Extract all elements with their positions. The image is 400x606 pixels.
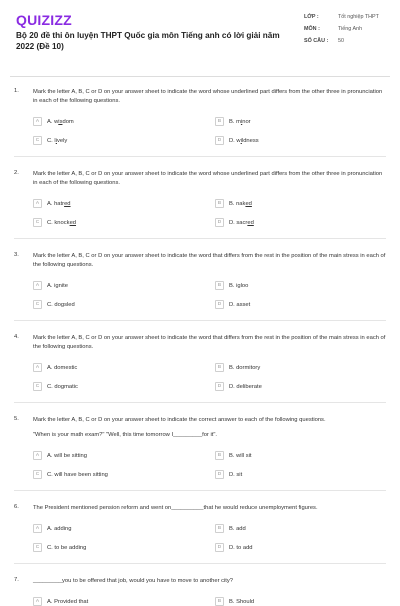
meta-value: Tiếng Anh — [338, 26, 363, 32]
option-label — [229, 283, 248, 289]
question-1 — [0, 88, 400, 157]
underlined-part: i — [240, 137, 242, 144]
option-text-rest: nor — [242, 118, 251, 125]
meta-value: Tốt nghiệp THPT — [338, 14, 379, 20]
answer-option-c[interactable] — [33, 300, 215, 309]
meta-label: SỐ CÂU : — [304, 38, 329, 44]
answer-option-a[interactable] — [33, 199, 215, 208]
answer-option-d[interactable] — [215, 218, 397, 227]
option-label — [229, 119, 251, 125]
header-divider — [10, 76, 390, 77]
option-letter-box: C — [33, 543, 42, 552]
page-title: Bộ 20 đề thi ôn luyện THPT Quốc gia môn Tiếng anh có lời giải năm 2022 (Đề 10) — [16, 31, 280, 51]
question-separator — [14, 156, 386, 157]
option-letter-box: C — [33, 470, 42, 479]
option-text: A. Provided that — [47, 598, 89, 605]
question-separator — [14, 402, 386, 403]
underlined-part: i — [240, 118, 243, 125]
option-label — [47, 472, 108, 478]
answer-options — [33, 199, 386, 227]
question-number: 2. — [14, 170, 19, 176]
answer-options — [33, 117, 386, 145]
option-label — [229, 201, 252, 207]
option-text: D. sacr — [229, 219, 248, 226]
option-label — [229, 138, 259, 144]
underlined-part: ed — [245, 200, 252, 207]
question-number: 3. — [14, 252, 19, 258]
option-letter-box: C — [33, 382, 42, 391]
question-text: Mark the letter A, B, C or D on your answer sheet to indicate the word that differs from the rest in the position of the main stress in each of the following questions. — [33, 335, 386, 350]
option-label — [47, 599, 88, 605]
meta-label: LỚP : — [304, 14, 319, 20]
answer-option-d[interactable] — [215, 382, 397, 391]
option-text: C. l — [47, 137, 56, 144]
option-label — [229, 365, 260, 371]
question-text: Mark the letter A, B, C or D on your answer sheet to indicate the word whose underlined part differs from the other three in pronunciation in each of the following questions. — [33, 171, 383, 186]
answer-options — [33, 524, 386, 552]
option-letter-box: B — [215, 281, 224, 290]
answer-options — [33, 281, 386, 309]
option-label — [47, 526, 72, 532]
option-letter-box: B — [215, 597, 224, 606]
answer-option-d[interactable] — [215, 300, 397, 309]
answer-option-a[interactable] — [33, 524, 215, 533]
option-label — [229, 599, 254, 605]
option-label — [229, 453, 252, 459]
option-text: D. w — [229, 137, 241, 144]
option-label — [229, 302, 250, 308]
option-text: B. dormitory — [229, 364, 261, 371]
option-label — [229, 526, 246, 532]
meta-row-subject — [304, 26, 394, 33]
option-text: B. Should — [229, 598, 255, 605]
option-text-rest: ldness — [241, 137, 259, 144]
answer-option-c[interactable] — [33, 382, 215, 391]
option-text: D. asset — [229, 301, 251, 308]
question-text: Mark the letter A, B, C or D on your answer sheet to indicate the word whose underlined part differs from the other three in pronunciation in each of the following questions. — [33, 89, 383, 104]
option-text: A. ignite — [47, 282, 68, 289]
question-6 — [0, 504, 400, 564]
option-label — [47, 384, 78, 390]
quizizz-logo[interactable]: QUIZIZZ — [16, 12, 72, 28]
question-7 — [0, 577, 400, 606]
option-letter-box: A — [33, 281, 42, 290]
option-text: D. sit — [229, 471, 243, 478]
answer-options — [33, 363, 386, 391]
underlined-part: is — [58, 118, 63, 125]
answer-option-a[interactable] — [33, 597, 215, 606]
option-letter-box: A — [33, 199, 42, 208]
option-letter-box: B — [215, 363, 224, 372]
answer-option-d[interactable] — [215, 136, 397, 145]
option-text: D. to add — [229, 544, 253, 551]
question-separator — [14, 490, 386, 491]
option-text: C. dogsled — [47, 301, 75, 308]
option-text: A. adding — [47, 525, 72, 532]
answer-option-c[interactable] — [33, 470, 215, 479]
option-text: B. m — [229, 118, 241, 125]
answer-option-b[interactable] — [215, 281, 397, 290]
option-letter-box: A — [33, 117, 42, 126]
option-text-rest: vely — [57, 137, 68, 144]
option-letter-box: B — [215, 524, 224, 533]
answer-option-d[interactable] — [215, 470, 397, 479]
option-letter-box: D — [215, 470, 224, 479]
option-label — [47, 201, 71, 207]
meta-row-count — [304, 38, 394, 45]
answer-option-a[interactable] — [33, 281, 215, 290]
option-text: A. hatr — [47, 200, 65, 207]
option-text: B. nak — [229, 200, 246, 207]
answer-option-a[interactable] — [33, 117, 215, 126]
question-number: 4. — [14, 334, 19, 340]
option-letter-box: D — [215, 136, 224, 145]
option-text: A. w — [47, 118, 59, 125]
option-letter-box: C — [33, 136, 42, 145]
option-letter-box: D — [215, 382, 224, 391]
answer-option-b[interactable] — [215, 451, 397, 460]
question-number: 5. — [14, 416, 19, 422]
option-label — [47, 365, 77, 371]
option-text: C. knock — [47, 219, 70, 226]
answer-option-b[interactable] — [215, 363, 397, 372]
question-number: 6. — [14, 504, 19, 510]
option-text: A. will be sitting — [47, 452, 87, 459]
meta-label: MÔN : — [304, 26, 320, 32]
question-prompt: "When is your math exam?" "Well, this time tomorrow I_________for it". — [33, 432, 218, 438]
answer-option-c[interactable] — [33, 136, 215, 145]
question-separator — [14, 238, 386, 239]
question-text: _________you to be offered that job, would you have to move to another city? — [33, 578, 234, 584]
underlined-part: i — [55, 137, 57, 144]
option-text: D. deliberate — [229, 383, 262, 390]
option-label — [229, 384, 262, 390]
question-text: The President mentioned pension reform and went on__________that he would reduce unemployment figures. — [33, 505, 318, 511]
answer-option-b[interactable] — [215, 199, 397, 208]
option-label — [47, 453, 87, 459]
answer-option-b[interactable] — [215, 524, 397, 533]
answer-option-a[interactable] — [33, 451, 215, 460]
option-letter-box: D — [215, 218, 224, 227]
option-letter-box: B — [215, 199, 224, 208]
option-text-rest: dom — [62, 118, 74, 125]
meta-panel — [304, 14, 394, 50]
option-label — [47, 302, 75, 308]
answer-options — [33, 451, 386, 479]
option-letter-box: A — [33, 597, 42, 606]
option-label — [229, 220, 254, 226]
underlined-part: ed — [247, 219, 254, 226]
question-separator — [14, 320, 386, 321]
question-list — [0, 88, 400, 606]
question-2 — [0, 170, 400, 239]
option-letter-box: B — [215, 117, 224, 126]
question-number: 7. — [14, 577, 19, 583]
answer-option-b[interactable] — [215, 597, 397, 606]
option-label — [47, 545, 86, 551]
meta-row-grade — [304, 14, 394, 21]
option-letter-box: A — [33, 451, 42, 460]
question-5 — [0, 416, 400, 491]
option-letter-box: D — [215, 300, 224, 309]
option-text: B. igloo — [229, 282, 249, 289]
option-letter-box: A — [33, 524, 42, 533]
option-letter-box: A — [33, 363, 42, 372]
question-text: Mark the letter A, B, C or D on your answer sheet to indicate the word that differs from the rest in the position of the main stress in each of the following questions. — [33, 253, 386, 268]
option-label — [47, 220, 76, 226]
answer-option-c[interactable] — [33, 543, 215, 552]
option-letter-box: C — [33, 218, 42, 227]
option-letter-box: C — [33, 300, 42, 309]
answer-option-a[interactable] — [33, 363, 215, 372]
option-label — [47, 138, 67, 144]
question-text: Mark the letter A, B, C or D on your answer sheet to indicate the correct answer to each of the following questions. — [33, 417, 326, 423]
option-letter-box: B — [215, 451, 224, 460]
option-text: C. to be adding — [47, 544, 87, 551]
answer-options — [33, 597, 386, 606]
header — [0, 0, 400, 76]
underlined-part: ed — [64, 200, 71, 207]
answer-option-b[interactable] — [215, 117, 397, 126]
option-text: C. will have been sitting — [47, 471, 108, 478]
underlined-part: ed — [69, 219, 77, 226]
answer-option-c[interactable] — [33, 218, 215, 227]
option-letter-box: D — [215, 543, 224, 552]
option-text: B. add — [229, 525, 246, 532]
question-number: 1. — [14, 88, 19, 94]
option-label — [47, 283, 68, 289]
question-separator — [14, 563, 386, 564]
question-4 — [0, 334, 400, 403]
option-text: C. dogmatic — [47, 383, 78, 390]
meta-value: 50 — [338, 38, 344, 44]
option-label — [229, 472, 242, 478]
option-text: A. domestic — [47, 364, 78, 371]
answer-option-d[interactable] — [215, 543, 397, 552]
question-3 — [0, 252, 400, 321]
option-label — [229, 545, 253, 551]
option-label — [47, 119, 74, 125]
option-text: B. will sit — [229, 452, 252, 459]
